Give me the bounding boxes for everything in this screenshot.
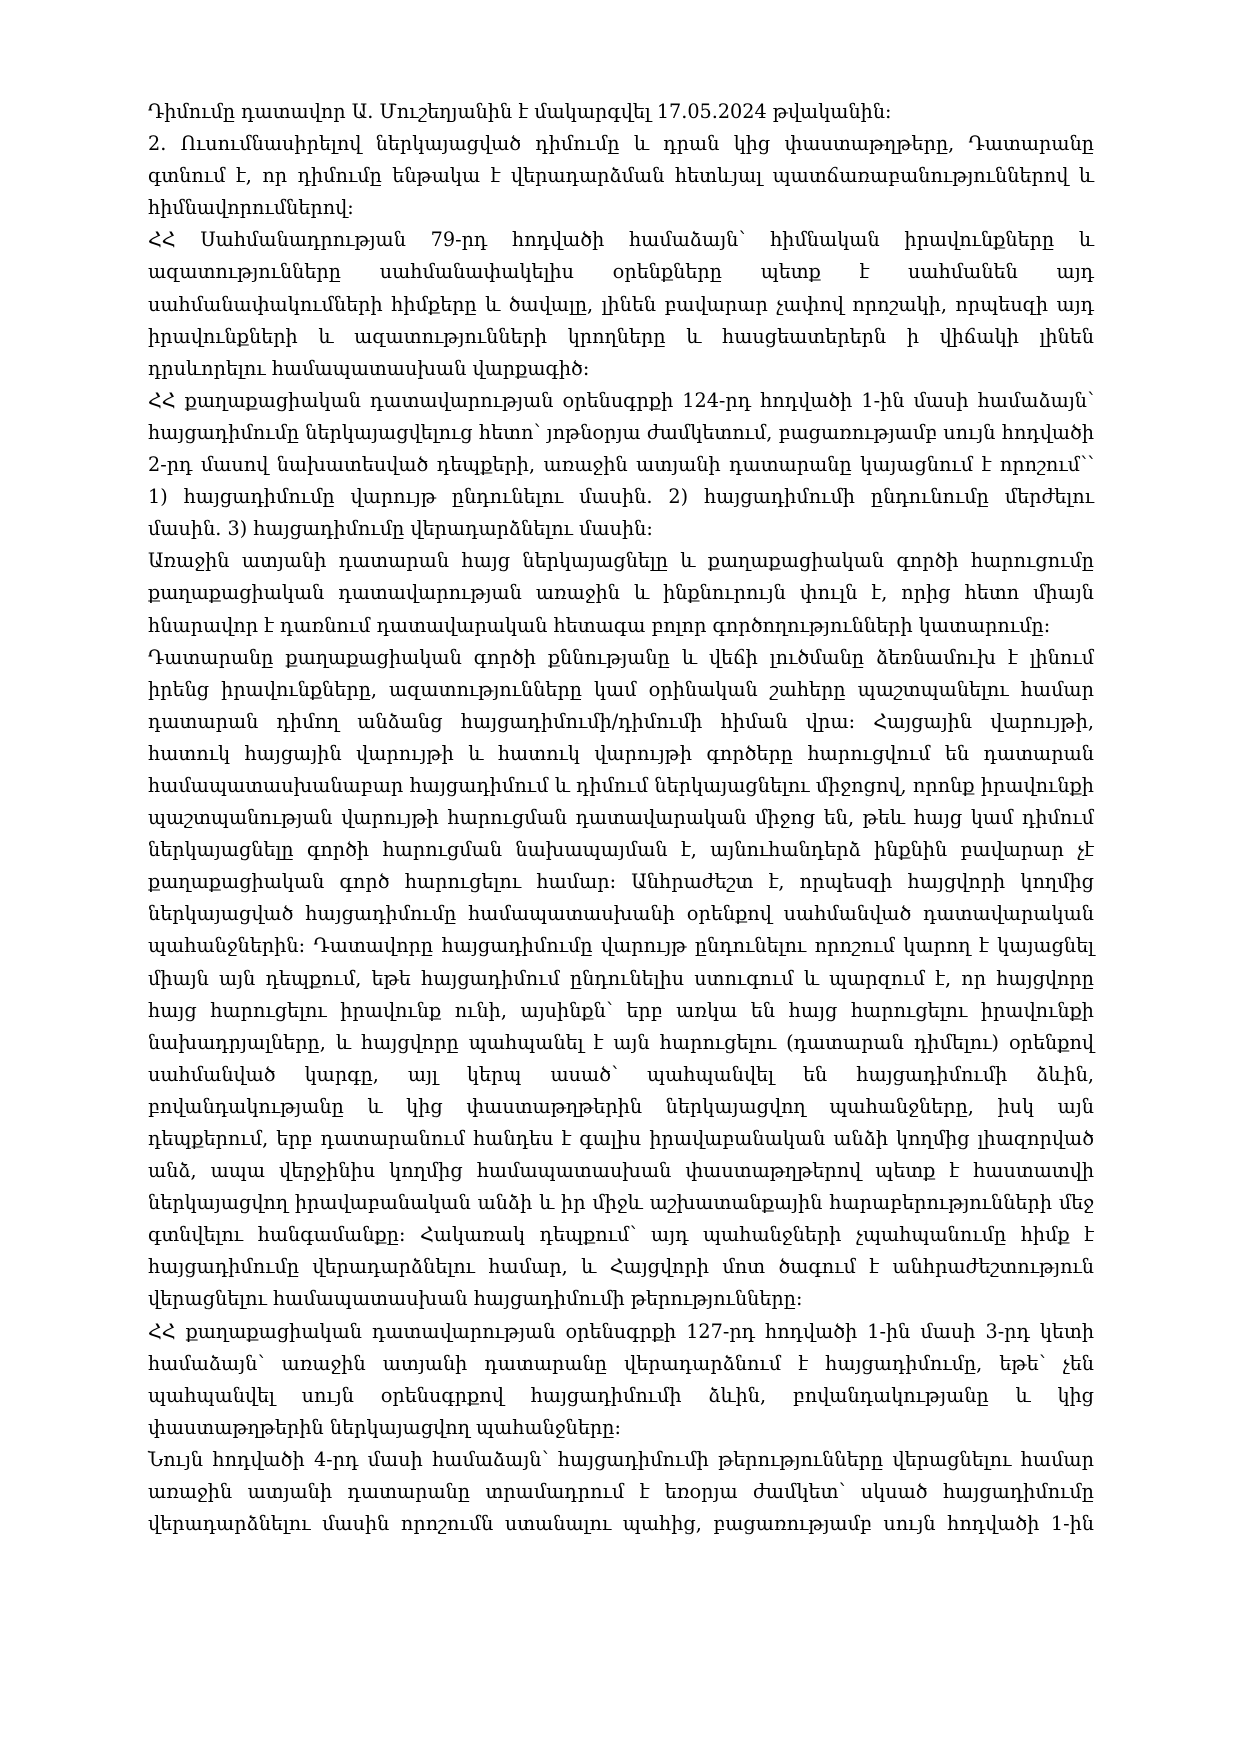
- paragraph-same-article-part-4: Նույն հոդվածի 4-րդ մասի համաձայն՝ հայցադիմումի թերությունները վերացնելու համար առաջին ատյանի դատարանը տրամադրում է եռօրյա ժամկետ՝ սկսած հայցադիմումը վերադարձնելու մասին որոշումն ստանալու պահից, բացառությամբ սույն հոդվածի 1-ին: [148, 1447, 1094, 1536]
- paragraph-civil-procedure-article-127: ՀՀ քաղաքացիական դատավարության օրենսգրքի 127-րդ հոդվածի 1-ին մասի 3-րդ կետի համաձայն՝ առաջին ատյանի դատարանը վերադարձնում է հայցադիմումը, եթե՝ չեն պահպանվել սույն օրենսգրքով հայցադիմումի ձևին, բովանդակությանը և կից փաստաթղթերին ներկայացվող պահանջները:: [148, 1319, 1094, 1439]
- document-page: [148, 96, 1094, 1540]
- paragraph-first-instance-claim: Առաջին ատյանի դատարան հայց ներկայացնելը և քաղաքացիական գործի հարուցումը քաղաքացիական դատավարության առաջին և ինքնուրույն փուլն է, որից հետո միայն հնարավոր է դառնում դատավարական հետագա բոլոր գործողությունների կատարումը:: [148, 549, 1094, 637]
- paragraph-court-finding: 2. Ուսումնասիրելով ներկայացված դիմումը և դրան կից փաստաթղթերը, Դատարանը գտնում է, որ դիմումը ենթակա է վերադարձման հետևյալ պատճառաբանություններով և հիմնավորումներով:: [148, 132, 1094, 220]
- paragraph-assignment-date: Դիմումը դատավոր Ա. Մուշեղյանին է մակարգվել 17.05.2024 թվականին:: [148, 100, 892, 123]
- paragraph-court-examination: Դատարանը քաղաքացիական գործի քննությանը և վեճի լուծմանը ձեռնամուխ է լինում իրենց իրավունքները, ազատությունները կամ օրինական շահերը պաշտպանելու համար դատարան դիմող անձանց հայցադիմումի/դիմումի հիման վրա: Հայցային վարույթի, հատուկ հայցային վարույթի և հատուկ վարույթի գործերը հարուցվում են դատարան համապատասխանաբար հայցադիմում և դիմում ներկայացնելու միջոցով, որոնք իրավունքի պաշտպանության վարույթի հարուցման դատավարական միջոց են, թեև հայց կամ դիմում ներկայացնելը գործի հարուցման նախապայման է, այնուհանդերձ ինքնին բավարար չէ քաղաքացիական գործ հարուցելու համար: Անհրաժեշտ է, որպեսզի հայցվորի կողմից ներկայացված հայցադիմումը համապատասխանի օրենքով սահմանված դատավարական պահանջներին: Դատավորը հայցադիմումը վարույթ ընդունելու որոշում կարող է կայացնել միայն այն դեպքում, եթե հայցադիմում ընդունելիս ստուգում և պարզում է, որ հայցվորը հայց հարուցելու իրավունք ունի, այսինքն՝ երբ առկա են հայց հարուցելու իրավունքի նախադրյալները, և հայցվորը պահպանել է այն հարուցելու (դատարան դիմելու) օրենքով սահմանված կարգը, այլ կերպ ասած՝ պահպանվել են հայցադիմումի ձևին, բովանդակությանը և կից փաստաթղթերին ներկայացվող պահանջները, իսկ այն դեպքերում, երբ դատարանում հանդես է գալիս իրավաբանական անձի կողմից լիազորված անձ, ապա վերջինիս կողմից համապատասխան փաստաթղթերով պետք է հաստատվի ներկայացվող իրավաբանական անձի և իր միջև աշխատանքային հարաբերությունների մեջ գտնվելու հանգամանքը: Հակառակ դեպքում՝ այդ պահանջների չպահպանումը հիմք է հայցադիմումը վերադարձնելու համար, և Հայցվորի մոտ ծագում է անհրաժեշտություն վերացնելու համապատասխան հայցադիմումի թերությունները:: [148, 645, 1094, 1311]
- paragraph-constitution-article-79: ՀՀ Սահմանադրության 79-րդ հոդվածի համաձայն՝ հիմնական իրավունքները և ազատությունները սահմանափակելիս օրենքները պետք է սահմանեն այդ սահմանափակումների հիմքերը և ծավալը, լինեն բավարար չափով որոշակի, որպեսզի այդ իրավունքների և ազատությունների կրողները և հասցեատերերն ի վիճակի լինեն դրսևորելու համապատասխան վարքագիծ:: [148, 228, 1094, 380]
- paragraph-civil-procedure-article-124: ՀՀ քաղաքացիական դատավարության օրենսգրքի 124-րդ հոդվածի 1-ին մասի համաձայն՝ հայցադիմումը ներկայացվելուց հետո՝ յոթնօրյա ժամկետում, բացառությամբ սույն հոդվածի 2-րդ մասով նախատեսված դեպքերի, առաջին ատյանի դատարանը կայացնում է որոշում՝՝ 1) հայցադիմումը վարույթ ընդունելու մասին. 2) հայցադիմումի ընդունումը մերժելու մասին. 3) հայցադիմումը վերադարձնելու մասին:: [148, 388, 1094, 541]
